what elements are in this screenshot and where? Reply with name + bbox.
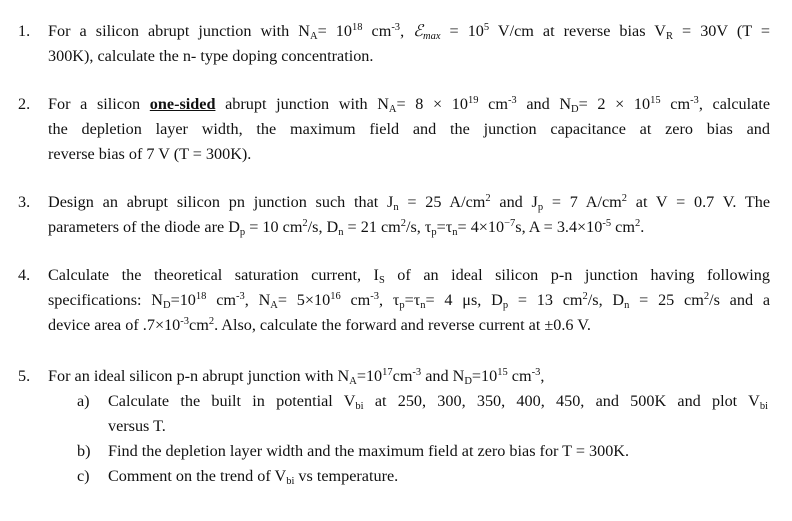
problem-line: 300K), calculate the n- type doping concentration. [48,47,374,65]
problem-line: reverse bias of 7 V (T = 300K). [48,145,252,163]
problem-number: 1. [18,22,31,40]
part-label-c: c) [77,467,90,485]
problem-line: For a silicon abrupt junction with $N_A= 10^{18}$ $cm^{-3}$, ℰ$_{max}$ = $10^5$ V/cm at reverse bias $V_R = 30V$ (T = [48,22,770,42]
problem-number: 4. [18,266,31,284]
problem-line: specifications: $N_D=10^{18}$ $cm^{-3}$, $N_A= 5\times 10^{16}$ $cm^{-3}$, $\tau_p=\tau_n= 4$ μs, $D_p = 13$ $cm^2/s$, $D_n = 25$ $cm^2/s$ and a [48,291,771,311]
problem-line: Calculate the theoretical saturation current, $I_S$ of an ideal silicon p-n junction having following [48,266,770,286]
problem-line: the depletion layer width, the maximum field and the junction capacitance at zero bias and [48,120,770,138]
problem-line: parameters of the diode are $D_p = 10$ $cm^2/s$, $D_n = 21$ $cm^2/s$, $\tau_p=\tau_n= 4\times 10^{-7}s$, $A = 3.4\times 10^{-5}$ $cm^2$. [48,218,645,238]
problem-number: 2. [18,95,31,113]
part-label-b: b) [77,442,91,460]
problem-line: For a silicon one-sided abrupt junction with $N_A= 8 \times 10^{19}$ $cm^{-3}$ and $N_D= 2 \times 10^{15}$ $cm^{-3}$, calculate [48,95,771,115]
problem-number: 3. [18,193,31,211]
problem-line: Design an abrupt silicon pn junction such that $J_n = 25$ $A/cm^2$ and $J_p = 7$ $A/cm^2$ at V = 0.7 V. The [48,193,771,213]
part-a-line: versus T. [108,417,166,435]
part-a-line: Calculate the built in potential $V_{bi}$ at 250, 300, 350, 400, 450, and 500K and plot $V_{bi}$ [108,392,768,412]
part-c-line: Comment on the trend of $V_{bi}$ vs temperature. [108,467,399,487]
problem-line: device area of $.7\times 10^{-3}cm^2$. Also, calculate the forward and reverse current at ±0.6 V. [48,316,591,334]
part-b-line: Find the depletion layer width and the maximum field at zero bias for T = 300K. [108,442,630,460]
part-label-a: a) [77,392,90,410]
problem-number: 5. [18,367,31,385]
problem-line: For an ideal silicon p-n abrupt junction with $N_A=10^{17}cm^{-3}$ and $N_D=10^{15}$ $cm^{-3}$, [48,367,545,387]
